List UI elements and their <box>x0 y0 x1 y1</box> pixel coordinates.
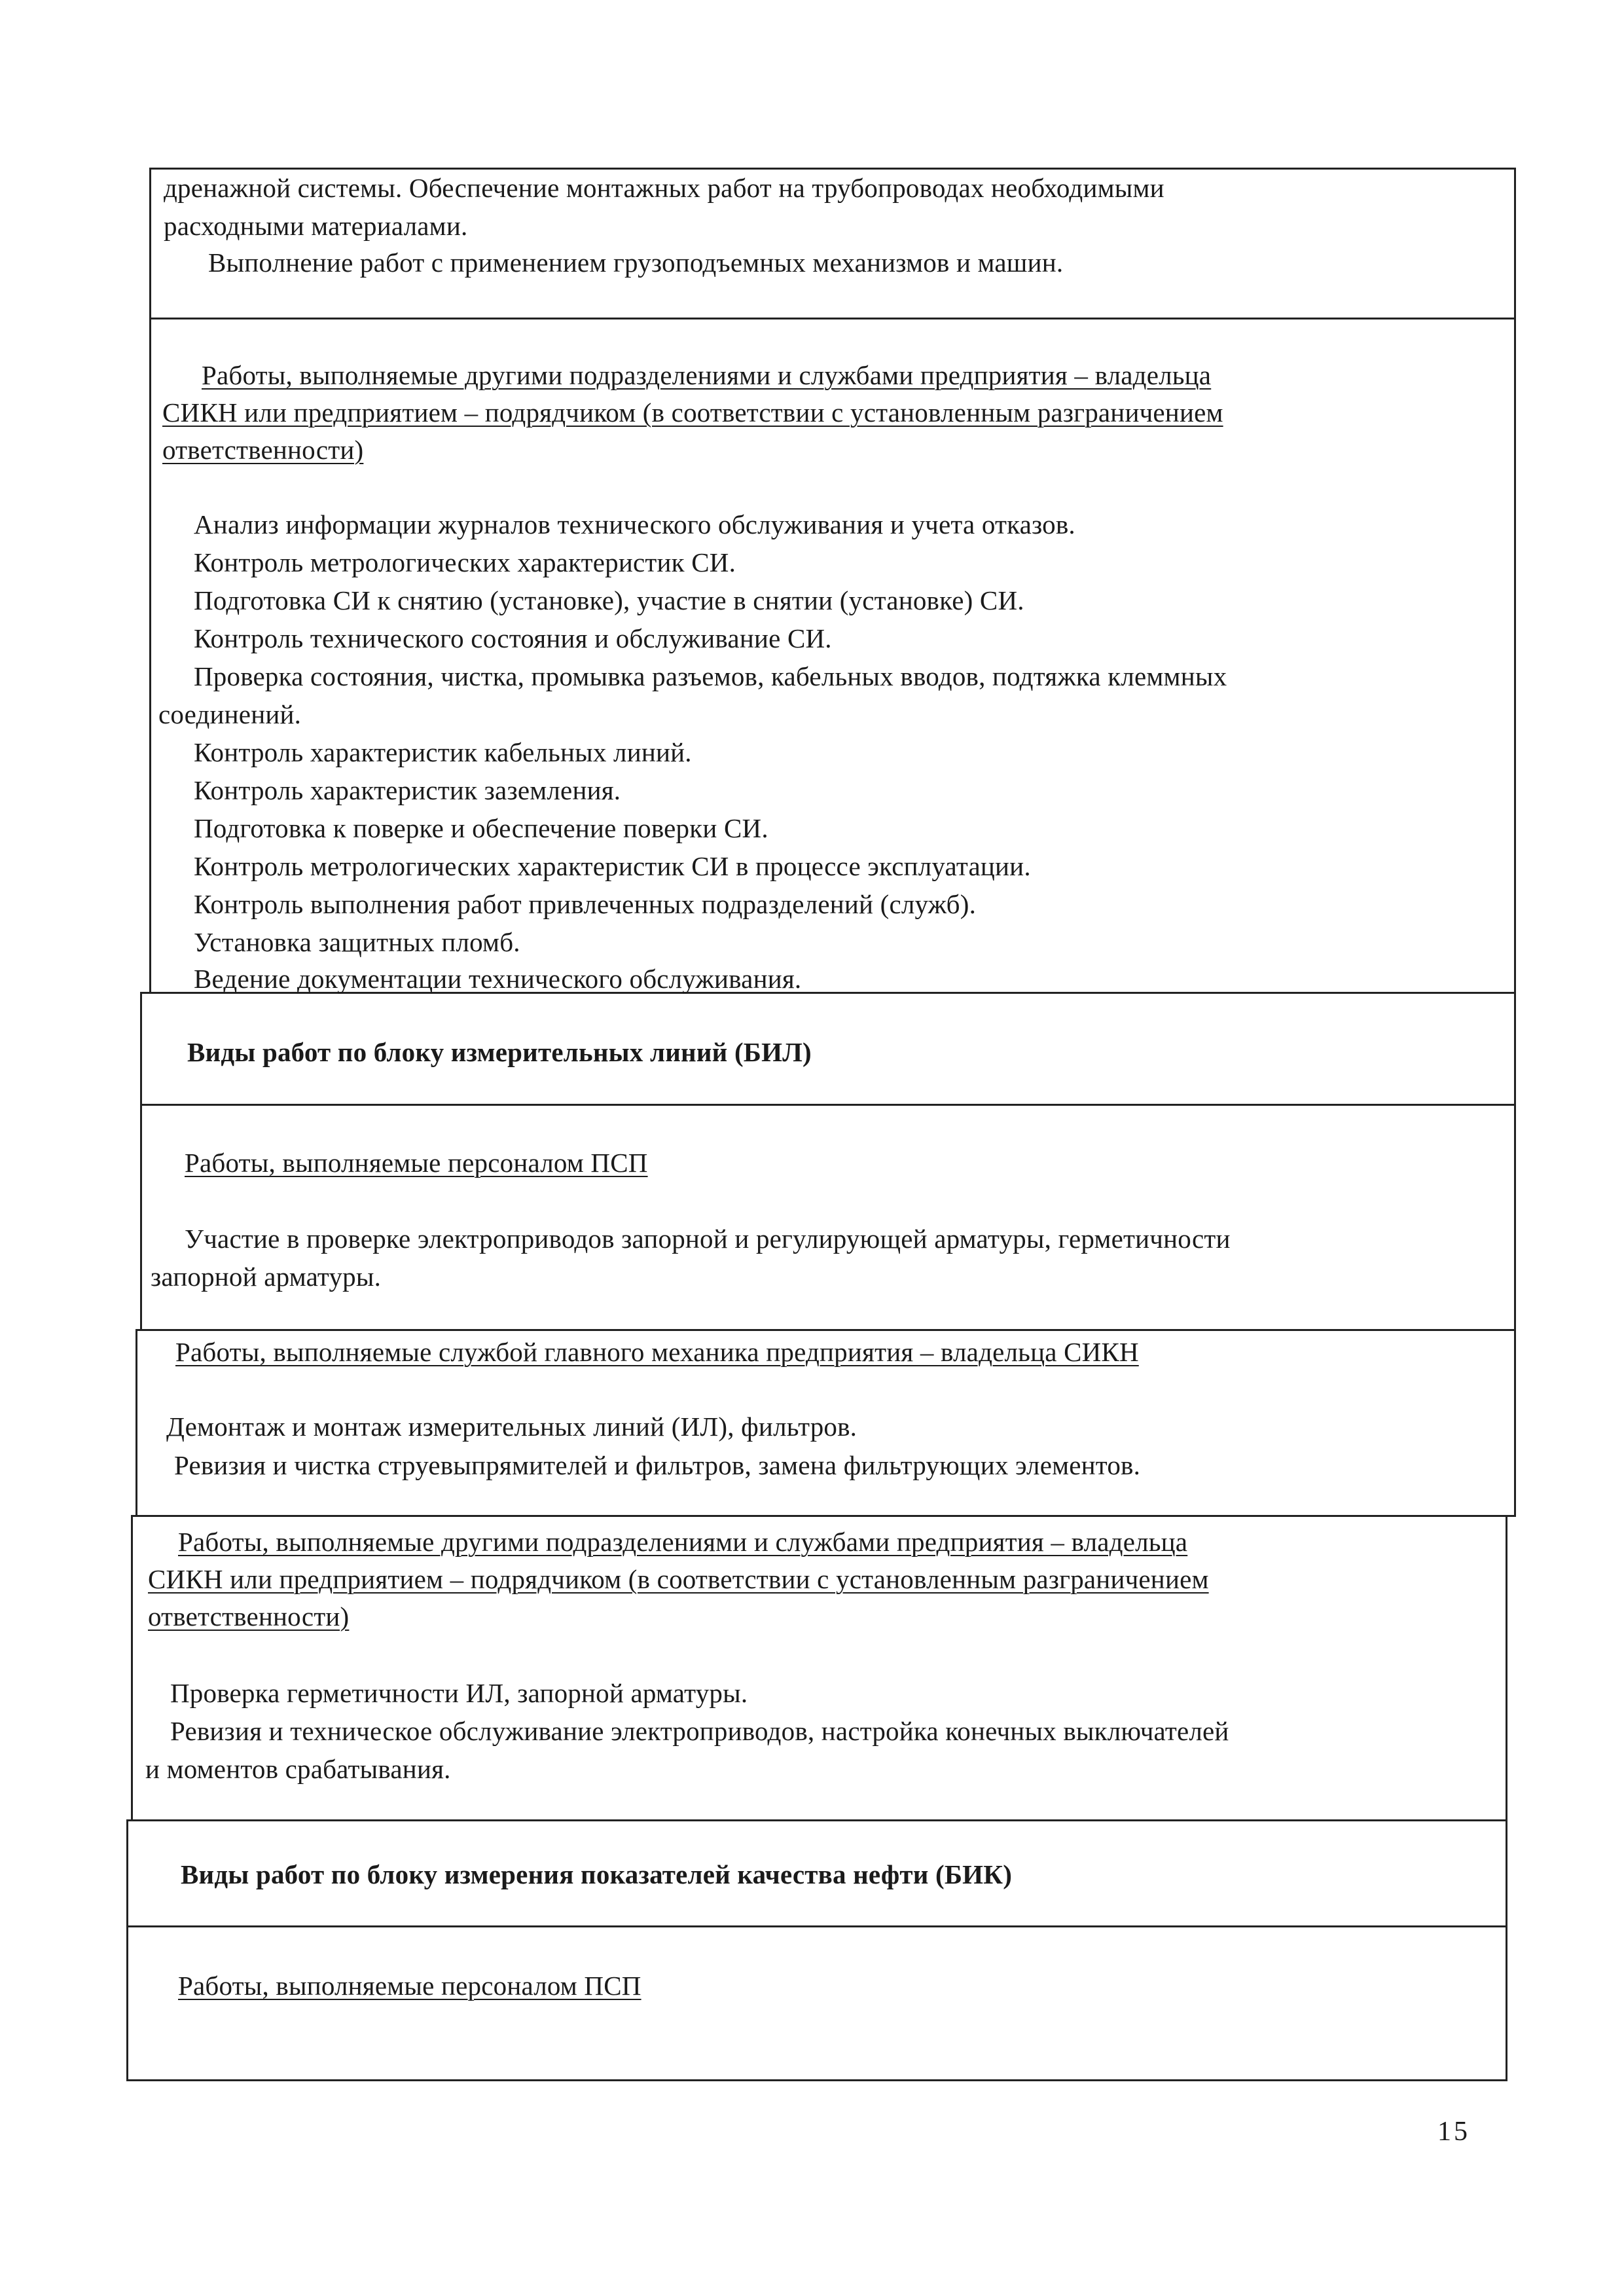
text-line: Участие в проверке электроприводов запорной и регулирующей арматуры, герметичности <box>185 1224 1231 1254</box>
table-cell-bil-psp <box>140 1104 1516 1331</box>
list-item: соединений. <box>158 699 302 729</box>
text-line: дренажной системы. Обеспечение монтажных работ на трубопроводах необходимыми <box>164 173 1164 203</box>
list-item: Контроль метрологических характеристик СИ. <box>194 547 736 577</box>
text-line: запорной арматуры. <box>151 1262 382 1292</box>
list-item: Контроль метрологических характеристик СИ в процессе эксплуатации. <box>194 851 1031 881</box>
text-line: Выполнение работ с применением грузоподъемных механизмов и машин. <box>208 247 1064 278</box>
section-heading: СИКН или предприятием – подрядчиком (в соответствии с установленным разграничением <box>162 397 1223 428</box>
section-heading: Работы, выполняемые другими подразделениями и службами предприятия – владельца <box>178 1527 1188 1557</box>
text-line: Проверка герметичности ИЛ, запорной арматуры. <box>170 1678 748 1708</box>
list-item: Контроль выполнения работ привлеченных подразделений (служб). <box>194 889 977 919</box>
list-item: Подготовка СИ к снятию (установке), участие в снятии (установке) СИ. <box>194 585 1024 615</box>
list-item: Анализ информации журналов технического обслуживания и учета отказов. <box>194 509 1075 539</box>
text-line: и моментов срабатывания. <box>145 1754 451 1784</box>
section-heading: Работы, выполняемые персоналом ПСП <box>185 1148 648 1178</box>
list-item: Проверка состояния, чистка, промывка разъемов, кабельных вводов, подтяжка клеммных <box>194 661 1227 691</box>
text-line: Ревизия и техническое обслуживание электроприводов, настройка конечных выключателей <box>170 1716 1229 1746</box>
section-heading: Работы, выполняемые службой главного механика предприятия – владельца СИКН <box>175 1337 1139 1367</box>
page-number: 15 <box>1437 2117 1470 2147</box>
section-title: Виды работ по блоку измерительных линий (БИЛ) <box>187 1037 812 1067</box>
list-item: Установка защитных пломб. <box>194 927 520 957</box>
list-item: Подготовка к поверке и обеспечение поверки СИ. <box>194 813 768 843</box>
list-item: Ведение документации технического обслуживания. <box>194 964 802 994</box>
section-heading: Работы, выполняемые персоналом ПСП <box>178 1971 641 2001</box>
list-item: Контроль технического состояния и обслуживание СИ. <box>194 623 832 653</box>
text-line: расходными материалами. <box>164 211 468 241</box>
text-line: Ревизия и чистка струевыпрямителей и фильтров, замена фильтрующих элементов. <box>174 1450 1141 1480</box>
list-item: Контроль характеристик заземления. <box>194 775 621 805</box>
section-heading: ответственности) <box>148 1601 350 1631</box>
section-heading: ответственности) <box>162 435 364 465</box>
text-line: Демонтаж и монтаж измерительных линий (ИЛ), фильтров. <box>166 1412 857 1442</box>
section-title: Виды работ по блоку измерения показателей качества нефти (БИК) <box>181 1859 1013 1889</box>
section-heading: Работы, выполняемые другими подразделениями и службами предприятия – владельца <box>202 360 1212 390</box>
list-item: Контроль характеристик кабельных линий. <box>194 737 692 767</box>
section-heading: СИКН или предприятием – подрядчиком (в соответствии с установленным разграничением <box>148 1564 1209 1594</box>
